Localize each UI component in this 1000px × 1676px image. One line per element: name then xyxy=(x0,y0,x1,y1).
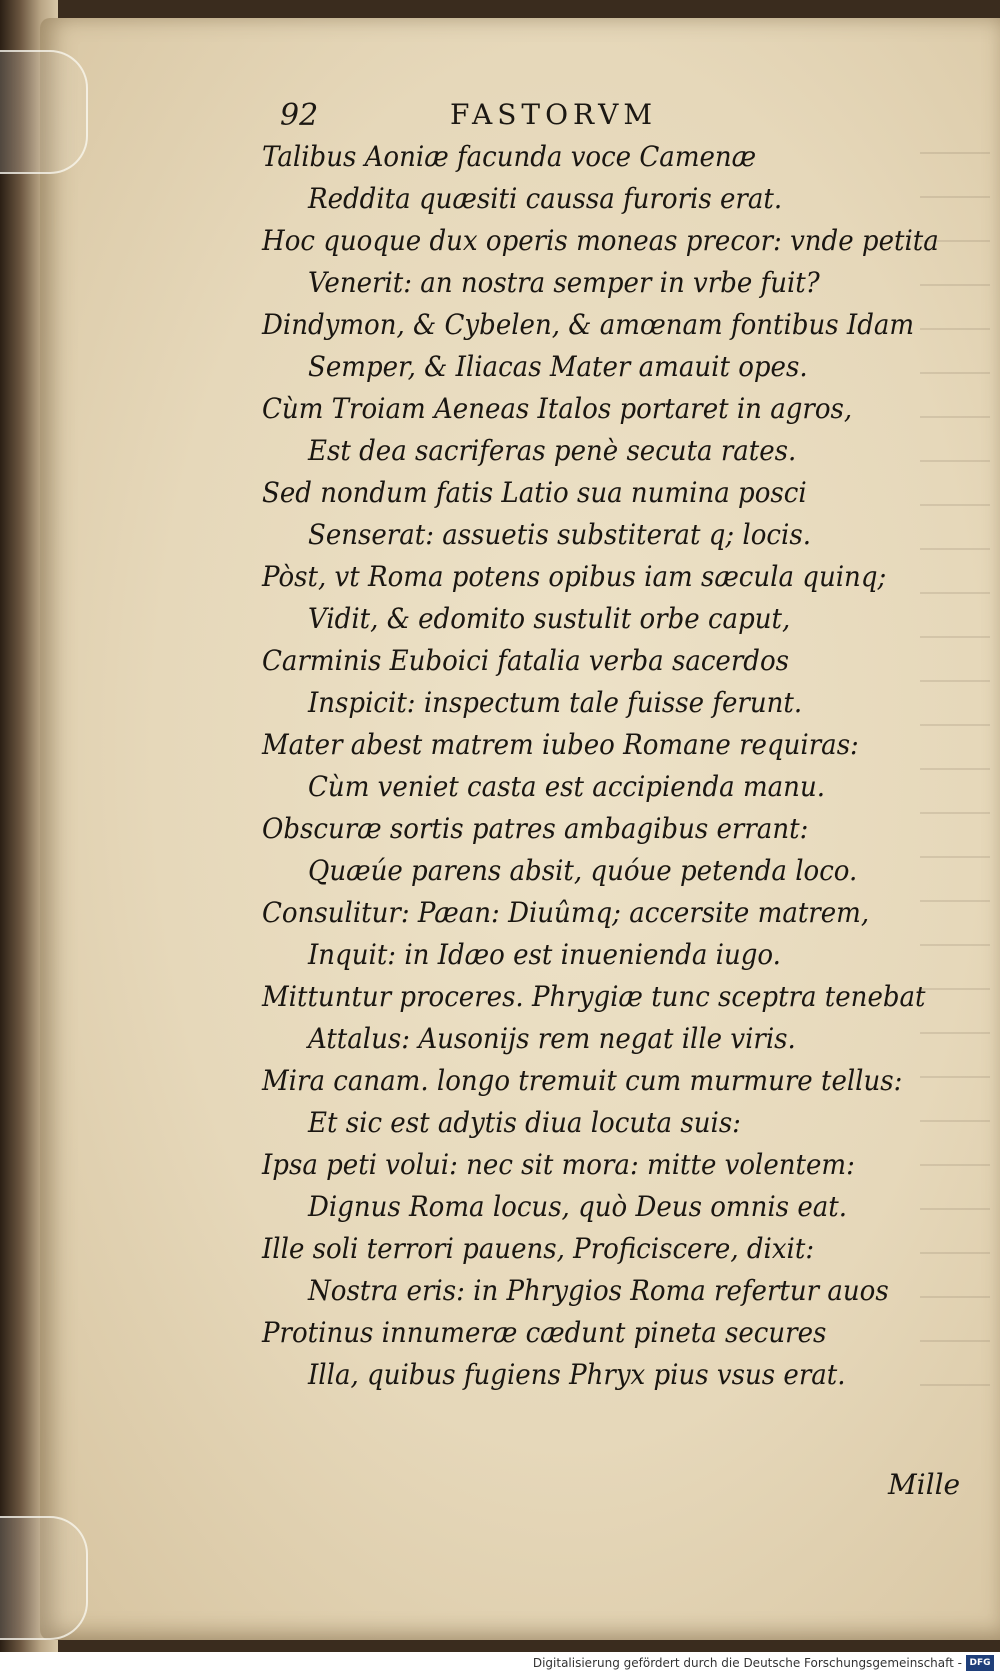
verse-line: Mira canam. longo tremuit cum murmure tellus: xyxy=(262,1064,903,1097)
verse-line: Inspicit: inspectum tale fuisse ferunt. xyxy=(308,686,803,719)
verse-line: Et sic est adytis diua locuta suis: xyxy=(308,1106,741,1139)
verse-line: Senserat: assuetis substiterat q; locis. xyxy=(308,518,811,551)
verse-line: Dindymon, & Cybelen, & amœnam fontibus Idam xyxy=(262,308,915,341)
verse-line: Reddita quæsiti caussa furoris erat. xyxy=(308,182,783,215)
verse-line: Carminis Euboici fatalia verba sacerdos xyxy=(262,644,790,677)
verse-line: Obscuræ sortis patres ambagibus errant: xyxy=(262,812,809,845)
verse-line: Dignus Roma locus, quò Deus omnis eat. xyxy=(308,1190,848,1223)
verse-line: Talibus Aoniæ facunda voce Camenæ xyxy=(262,140,757,173)
verse-line: Sed nondum fatis Latio sua numina posci xyxy=(262,476,807,509)
verse-line: Protinus innumeræ cædunt pineta secures xyxy=(262,1316,827,1349)
verse-line: Ipsa peti volui: nec sit mora: mitte volentem: xyxy=(262,1148,855,1181)
verse-line: Inquit: in Idæo est inuenienda iugo. xyxy=(308,938,781,971)
catchword: Mille xyxy=(888,1468,961,1501)
running-head: FASTORVM xyxy=(450,98,658,131)
verse-line: Illa, quibus fugiens Phryx pius vsus erat. xyxy=(308,1358,846,1391)
verse-line: Mittuntur proceres. Phrygiæ tunc sceptra tenebat xyxy=(262,980,926,1013)
verse-line: Semper, & Iliacas Mater amauit opes. xyxy=(308,350,808,383)
verse-line: Ille soli terrori pauens, Proficiscere, dixit: xyxy=(262,1232,815,1265)
verse-line: Cùm veniet casta est accipienda manu. xyxy=(308,770,826,803)
verse-line: Consulitur: Pæan: Diuûmq; accersite matrem, xyxy=(262,896,870,929)
dfg-logo: DFG xyxy=(966,1655,994,1671)
page-holder-clip-top xyxy=(0,50,88,174)
verse-line: Quæúe parens absit, quóue petenda loco. xyxy=(308,854,858,887)
show-through-text xyxy=(920,128,990,1408)
verse-line: Nostra eris: in Phrygios Roma refertur auos xyxy=(308,1274,889,1307)
verse-line: Cùm Troiam Aeneas Italos portaret in agros, xyxy=(262,392,853,425)
verse-line: Attalus: Ausonijs rem negat ille viris. xyxy=(308,1022,796,1055)
page-holder-clip-bottom xyxy=(0,1516,88,1640)
page-number: 92 xyxy=(280,98,319,133)
verse-line: Venerit: an nostra semper in vrbe fuit? xyxy=(308,266,820,299)
verse-line: Vidit, & edomito sustulit orbe caput, xyxy=(308,602,791,635)
verse-line: Est dea sacriferas penè secuta rates. xyxy=(308,434,797,467)
verse-line: Pòst, vt Roma potens opibus iam sæcula quinq; xyxy=(262,560,887,593)
digitization-footer xyxy=(0,1652,1000,1676)
verse-line: Mater abest matrem iubeo Romane requiras: xyxy=(262,728,859,761)
funding-credit: Digitalisierung gefördert durch die Deutsche Forschungsgemeinschaft - xyxy=(532,1656,962,1670)
verse-line: Hoc quoque dux operis moneas precor: vnde petita xyxy=(262,224,939,257)
